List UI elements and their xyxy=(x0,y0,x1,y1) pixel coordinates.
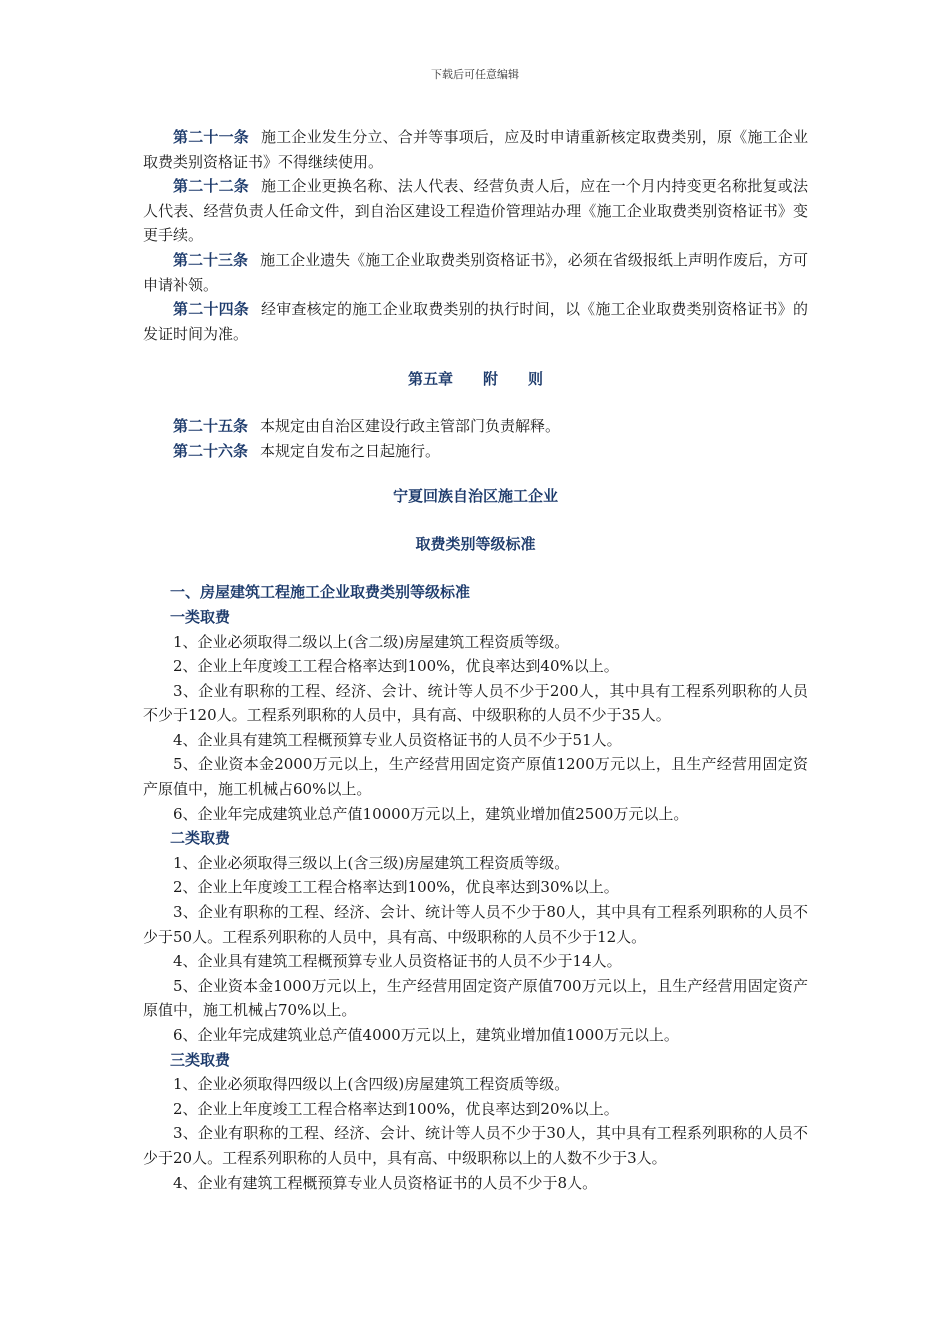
article-label: 第二十三条 xyxy=(173,250,249,269)
criterion-item: 6、企业年完成建筑业总产值10000万元以上，建筑业增加值2500万元以上。 xyxy=(173,804,689,823)
article-paragraph xyxy=(143,248,808,297)
class-2-block xyxy=(143,826,808,1047)
criterion-item: 2、企业上年度竣工工程合格率达到100%，优良率达到40%以上。 xyxy=(173,657,619,676)
criterion-item: 1、企业必须取得四级以上(含四级)房屋建筑工程资质等级。 xyxy=(173,1075,570,1094)
document-body xyxy=(143,125,808,1195)
articles-group-a xyxy=(143,125,808,346)
article-paragraph xyxy=(143,125,808,174)
document-title-line-1: 宁夏回族自治区施工企业 xyxy=(392,487,558,506)
criterion-item: 3、企业有职称的工程、经济、会计、统计等人员不少于80人，其中具有工程系列职称的人员不少于50人。工程系列职称的人员中，具有高、中级职称的人员不少于12人。 xyxy=(143,903,808,946)
criterion-item: 2、企业上年度竣工工程合格率达到100%，优良率达到20%以上。 xyxy=(173,1099,619,1118)
criterion-item: 3、企业有职称的工程、经济、会计、统计等人员不少于30人，其中具有工程系列职称的人员不少于20人。工程系列职称的人员中，具有高、中级职称以上的人数不少于3人。 xyxy=(143,1124,808,1167)
article-paragraph xyxy=(143,297,808,346)
article-paragraph xyxy=(143,414,808,439)
article-text: 施工企业遗失《施工企业取费类别资格证书》，必须在省级报纸上声明作废后，方可申请补领。 xyxy=(143,250,808,294)
article-label: 第二十四条 xyxy=(173,300,249,319)
criterion-item: 5、企业资本金1000万元以上，生产经营用固定资产原值700万元以上，且生产经营用固定资产原值中，施工机械占70%以上。 xyxy=(143,976,808,1020)
section-heading: 一、房屋建筑工程施工企业取费类别等级标准 xyxy=(170,583,471,602)
criterion-item: 4、企业有建筑工程概预算专业人员资格证书的人员不少于8人。 xyxy=(173,1173,598,1192)
class-title: 三类取费 xyxy=(170,1050,231,1069)
document-title-line-2: 取费类别等级标准 xyxy=(415,534,536,553)
criterion-item: 3、企业有职称的工程、经济、会计、统计等人员不少于200人，其中具有工程系列职称的人员不少于120人。工程系列职称的人员中，具有高、中级职称的人员不少于35人。 xyxy=(143,681,808,725)
article-text: 本规定由自治区建设行政主管部门负责解释。 xyxy=(260,416,561,435)
article-paragraph xyxy=(143,174,808,248)
article-text: 施工企业发生分立、合并等事项后，应及时申请重新核定取费类别，原《施工企业取费类别资格证书》不得继续使用。 xyxy=(143,128,808,171)
class-1-block xyxy=(143,605,808,826)
article-text: 本规定自发布之日起施行。 xyxy=(260,441,441,460)
article-label: 第二十五条 xyxy=(173,416,249,435)
page-header: 下载后可任意编辑 xyxy=(431,68,519,81)
article-text: 经审查核定的施工企业取费类别的执行时间，以《施工企业取费类别资格证书》的发证时间为准。 xyxy=(143,300,808,343)
criterion-item: 4、企业具有建筑工程概预算专业人员资格证书的人员不少于14人。 xyxy=(173,952,622,971)
class-title: 二类取费 xyxy=(170,829,231,848)
criterion-item: 1、企业必须取得三级以上(含三级)房屋建筑工程资质等级。 xyxy=(173,853,570,872)
criterion-item: 6、企业年完成建筑业总产值4000万元以上，建筑业增加值1000万元以上。 xyxy=(173,1026,679,1044)
criterion-item: 1、企业必须取得二级以上(含二级)房屋建筑工程资质等级。 xyxy=(173,632,570,651)
class-3-block xyxy=(143,1048,808,1196)
article-label: 第二十二条 xyxy=(173,177,249,196)
class-title: 一类取费 xyxy=(170,607,231,626)
articles-group-b xyxy=(143,414,808,463)
criterion-item: 4、企业具有建筑工程概预算专业人员资格证书的人员不少于51人。 xyxy=(173,730,622,749)
chapter-heading: 第五章 附 则 xyxy=(407,370,543,389)
article-label: 第二十六条 xyxy=(173,441,249,460)
article-label: 第二十一条 xyxy=(173,128,249,146)
article-paragraph xyxy=(143,439,808,464)
article-text: 施工企业更换名称、法人代表、经营负责人后，应在一个月内持变更名称批复或法人代表、经营负责人任命文件，到自治区建设工程造价管理站办理《施工企业取费类别资格证书》变更手续。 xyxy=(143,177,808,245)
criterion-item: 5、企业资本金2000万元以上，生产经营用固定资产原值1200万元以上，且生产经营用固定资产原值中，施工机械占60%以上。 xyxy=(143,755,808,799)
criterion-item: 2、企业上年度竣工工程合格率达到100%，优良率达到30%以上。 xyxy=(173,878,619,897)
